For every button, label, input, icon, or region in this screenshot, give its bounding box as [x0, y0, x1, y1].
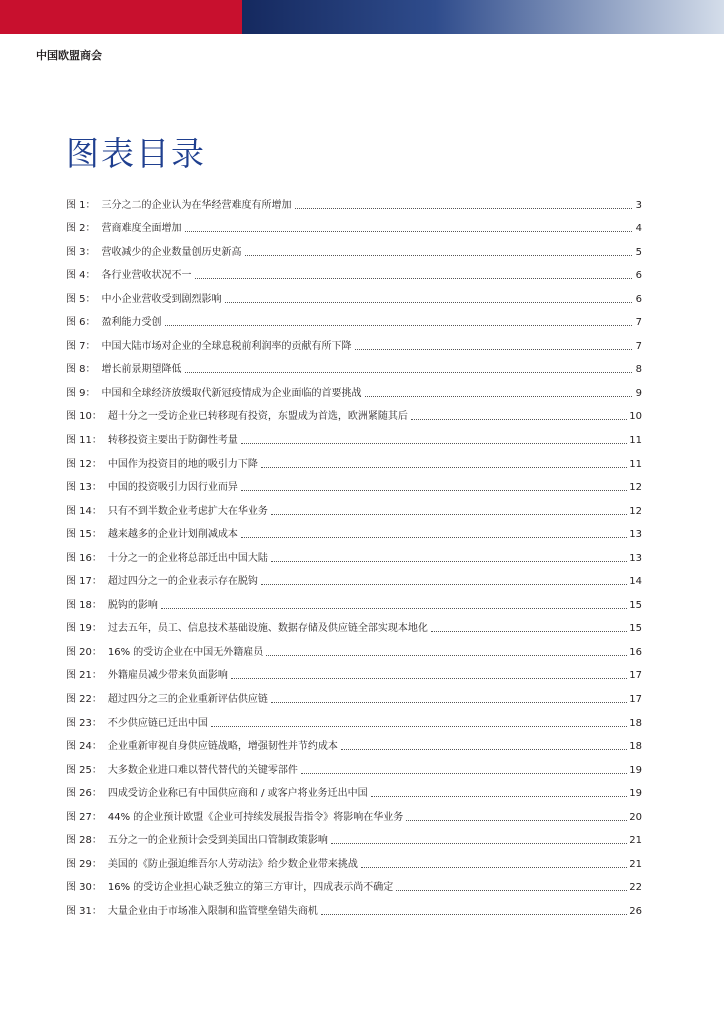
toc-entry-title: 十分之一的企业将总部迁出中国大陆	[107, 552, 268, 564]
toc-entry-title: 中小企业营收受到剧烈影响	[101, 293, 222, 305]
toc-entry-title: 中国大陆市场对企业的全球息税前利润率的贡献有所下降	[101, 340, 352, 352]
toc-entry-leader	[271, 701, 627, 703]
toc-entry-label: 图 23：	[66, 717, 102, 729]
page-title: 图表目录	[66, 134, 206, 173]
toc-entry-leader	[231, 677, 627, 679]
toc-entry[interactable]	[66, 730, 642, 754]
toc-entry-title: 美国的《防止强迫维吾尔人劳动法》给少数企业带来挑战	[107, 858, 358, 870]
toc-entry-leader	[261, 583, 627, 585]
toc-entry[interactable]	[66, 447, 642, 471]
toc-entry-leader	[431, 630, 627, 632]
toc-entry[interactable]	[66, 777, 642, 801]
toc-entry-label: 图 19：	[66, 623, 102, 635]
org-name: 中国欧盟商会	[36, 49, 102, 62]
toc-entry-page: 17	[629, 670, 642, 682]
figure-list	[66, 188, 642, 918]
toc-entry-title: 营收减少的企业数量创历史新高	[101, 246, 242, 258]
toc-entry-leader	[165, 324, 632, 326]
toc-entry-label: 图 1：	[66, 199, 96, 211]
toc-entry-page: 12	[629, 505, 642, 517]
toc-entry-page: 20	[629, 811, 642, 823]
toc-entry-page: 18	[629, 741, 642, 753]
toc-entry-label: 图 24：	[66, 741, 102, 753]
toc-entry-page: 7	[635, 317, 642, 329]
toc-entry[interactable]	[66, 423, 642, 447]
toc-entry-leader	[321, 913, 627, 915]
toc-entry-label: 图 2：	[66, 223, 96, 235]
toc-entry-title: 只有不到半数企业考虑扩大在华业务	[107, 505, 268, 517]
toc-entry[interactable]	[66, 612, 642, 636]
toc-entry-leader	[341, 748, 627, 750]
toc-entry-leader	[225, 301, 632, 303]
toc-entry-page: 10	[629, 411, 642, 423]
toc-entry-page: 7	[635, 340, 642, 352]
toc-entry-page: 4	[635, 223, 642, 235]
toc-entry-title: 越来越多的企业计划削减成本	[107, 529, 238, 541]
toc-entry-leader	[241, 536, 627, 538]
toc-entry[interactable]	[66, 659, 642, 683]
toc-entry-title: 16% 的受访企业在中国无外籍雇员	[107, 646, 264, 658]
toc-entry-title: 增长前景期望降低	[101, 364, 182, 376]
toc-entry-label: 图 28：	[66, 835, 102, 847]
toc-entry[interactable]	[66, 588, 642, 612]
toc-entry[interactable]	[66, 376, 642, 400]
toc-entry-leader	[396, 889, 627, 891]
toc-entry-label: 图 29：	[66, 858, 102, 870]
toc-entry[interactable]	[66, 400, 642, 424]
toc-entry-page: 13	[629, 529, 642, 541]
header-banner	[0, 0, 724, 34]
toc-entry-page: 8	[635, 364, 642, 376]
toc-entry[interactable]	[66, 471, 642, 495]
toc-entry-title: 企业重新审视自身供应链战略，增强韧性并节约成本	[107, 741, 338, 753]
toc-entry-leader	[301, 772, 627, 774]
toc-entry-page: 21	[629, 835, 642, 847]
toc-entry-leader	[331, 842, 627, 844]
toc-entry-title: 营商难度全面增加	[101, 223, 182, 235]
toc-entry[interactable]	[66, 635, 642, 659]
toc-entry[interactable]	[66, 494, 642, 518]
toc-entry-page: 13	[629, 552, 642, 564]
toc-entry-page: 15	[629, 599, 642, 611]
toc-entry[interactable]	[66, 329, 642, 353]
banner-blue-gradient	[242, 0, 724, 34]
toc-entry-title: 脱钩的影响	[107, 599, 158, 611]
toc-entry-page: 21	[629, 858, 642, 870]
toc-entry-page: 19	[629, 764, 642, 776]
toc-entry-label: 图 11：	[66, 435, 102, 447]
toc-entry-label: 图 6：	[66, 317, 96, 329]
toc-entry-leader	[266, 654, 627, 656]
toc-entry-title: 中国的投资吸引力因行业而异	[107, 482, 238, 494]
toc-entry-page: 6	[635, 293, 642, 305]
toc-entry-title: 超过四分之一的企业表示存在脱钩	[107, 576, 258, 588]
toc-entry-title: 转移投资主要出于防御性考量	[107, 435, 238, 447]
toc-entry-title: 四成受访企业称已有中国供应商和 / 或客户将业务迁出中国	[107, 788, 368, 800]
toc-entry-page: 12	[629, 482, 642, 494]
toc-entry-page: 18	[629, 717, 642, 729]
toc-entry-leader	[406, 819, 627, 821]
toc-entry-page: 16	[629, 646, 642, 658]
toc-entry-label: 图 31：	[66, 905, 102, 917]
toc-entry-title: 大量企业由于市场准入限制和监管壁垒错失商机	[107, 905, 318, 917]
toc-entry-title: 44% 的企业预计欧盟《企业可持续发展报告指令》将影响在华业务	[107, 811, 404, 823]
toc-entry[interactable]	[66, 894, 642, 918]
banner-red-block	[0, 0, 242, 34]
toc-entry-label: 图 20：	[66, 646, 102, 658]
toc-entry-label: 图 13：	[66, 482, 102, 494]
toc-entry-leader	[185, 371, 632, 373]
toc-entry-title: 外籍雇员减少带来负面影响	[107, 670, 228, 682]
toc-entry-title: 不少供应链已迁出中国	[107, 717, 208, 729]
toc-entry-title: 过去五年，员工、信息技术基础设施、数据存储及供应链全部实现本地化	[107, 623, 428, 635]
toc-entry-label: 图 25：	[66, 764, 102, 776]
toc-entry[interactable]	[66, 824, 642, 848]
toc-entry-label: 图 9：	[66, 387, 96, 399]
toc-entry-title: 各行业营收状况不一	[101, 270, 192, 282]
toc-entry[interactable]	[66, 753, 642, 777]
toc-entry-page: 11	[629, 435, 642, 447]
toc-entry-page: 14	[629, 576, 642, 588]
toc-entry-leader	[271, 513, 627, 515]
toc-entry-page: 11	[629, 458, 642, 470]
toc-entry-label: 图 8：	[66, 364, 96, 376]
toc-entry[interactable]	[66, 235, 642, 259]
toc-entry-leader	[185, 230, 632, 232]
toc-entry-title: 16% 的受访企业担心缺乏独立的第三方审计，四成表示尚不确定	[107, 882, 394, 894]
toc-entry-leader	[241, 489, 627, 491]
toc-entry[interactable]	[66, 282, 642, 306]
toc-entry-leader	[271, 560, 627, 562]
toc-entry[interactable]	[66, 800, 642, 824]
toc-entry-label: 图 27：	[66, 811, 102, 823]
toc-entry-title: 盈利能力受创	[101, 317, 162, 329]
toc-entry-leader	[361, 866, 627, 868]
toc-entry-page: 15	[629, 623, 642, 635]
toc-entry-page: 6	[635, 270, 642, 282]
toc-entry-title: 三分之二的企业认为在华经营难度有所增加	[101, 199, 292, 211]
toc-entry-label: 图 22：	[66, 694, 102, 706]
toc-entry-label: 图 4：	[66, 270, 96, 282]
toc-entry-label: 图 12：	[66, 458, 102, 470]
toc-entry[interactable]	[66, 847, 642, 871]
toc-entry-label: 图 30：	[66, 882, 102, 894]
toc-entry-label: 图 14：	[66, 505, 102, 517]
toc-entry-page: 5	[635, 246, 642, 258]
toc-entry[interactable]	[66, 259, 642, 283]
toc-entry[interactable]	[66, 306, 642, 330]
toc-entry[interactable]	[66, 188, 642, 212]
toc-entry[interactable]	[66, 871, 642, 895]
toc-entry-leader	[355, 348, 632, 350]
toc-entry-title: 超过四分之三的企业重新评估供应链	[107, 694, 268, 706]
toc-entry-leader	[241, 442, 627, 444]
toc-entry-page: 19	[629, 788, 642, 800]
toc-entry-leader	[211, 725, 627, 727]
toc-entry-title: 五分之一的企业预计会受到美国出口管制政策影响	[107, 835, 328, 847]
toc-entry-leader	[261, 466, 627, 468]
toc-entry[interactable]	[66, 682, 642, 706]
toc-entry-page: 26	[629, 905, 642, 917]
toc-entry-label: 图 15：	[66, 529, 102, 541]
toc-entry-page: 17	[629, 694, 642, 706]
toc-entry[interactable]	[66, 353, 642, 377]
toc-entry-label: 图 3：	[66, 246, 96, 258]
toc-entry-leader	[161, 607, 627, 609]
toc-entry-title: 中国和全球经济放缓取代新冠疫情成为企业面临的首要挑战	[101, 387, 362, 399]
toc-entry-leader	[365, 395, 632, 397]
toc-entry-page: 3	[635, 199, 642, 211]
toc-entry-label: 图 7：	[66, 340, 96, 352]
toc-entry-leader	[245, 254, 632, 256]
toc-entry-page: 22	[629, 882, 642, 894]
toc-entry-title: 大多数企业进口难以替代替代的关键零部件	[107, 764, 298, 776]
toc-entry[interactable]	[66, 565, 642, 589]
toc-entry-label: 图 10：	[66, 411, 102, 423]
toc-entry-label: 图 18：	[66, 599, 102, 611]
toc-entry-label: 图 26：	[66, 788, 102, 800]
toc-entry[interactable]	[66, 212, 642, 236]
toc-entry-leader	[371, 795, 628, 797]
toc-entry[interactable]	[66, 518, 642, 542]
toc-entry-leader	[411, 418, 627, 420]
toc-entry-page: 9	[635, 387, 642, 399]
toc-entry-label: 图 5：	[66, 293, 96, 305]
toc-entry-leader	[195, 277, 632, 279]
toc-entry-label: 图 21：	[66, 670, 102, 682]
toc-entry[interactable]	[66, 706, 642, 730]
toc-entry-title: 超十分之一受访企业已转移现有投资，东盟成为首选，欧洲紧随其后	[107, 411, 408, 423]
toc-entry-leader	[295, 207, 632, 209]
toc-entry-label: 图 16：	[66, 552, 102, 564]
toc-entry-title: 中国作为投资目的地的吸引力下降	[107, 458, 258, 470]
toc-entry-label: 图 17：	[66, 576, 102, 588]
toc-entry[interactable]	[66, 541, 642, 565]
